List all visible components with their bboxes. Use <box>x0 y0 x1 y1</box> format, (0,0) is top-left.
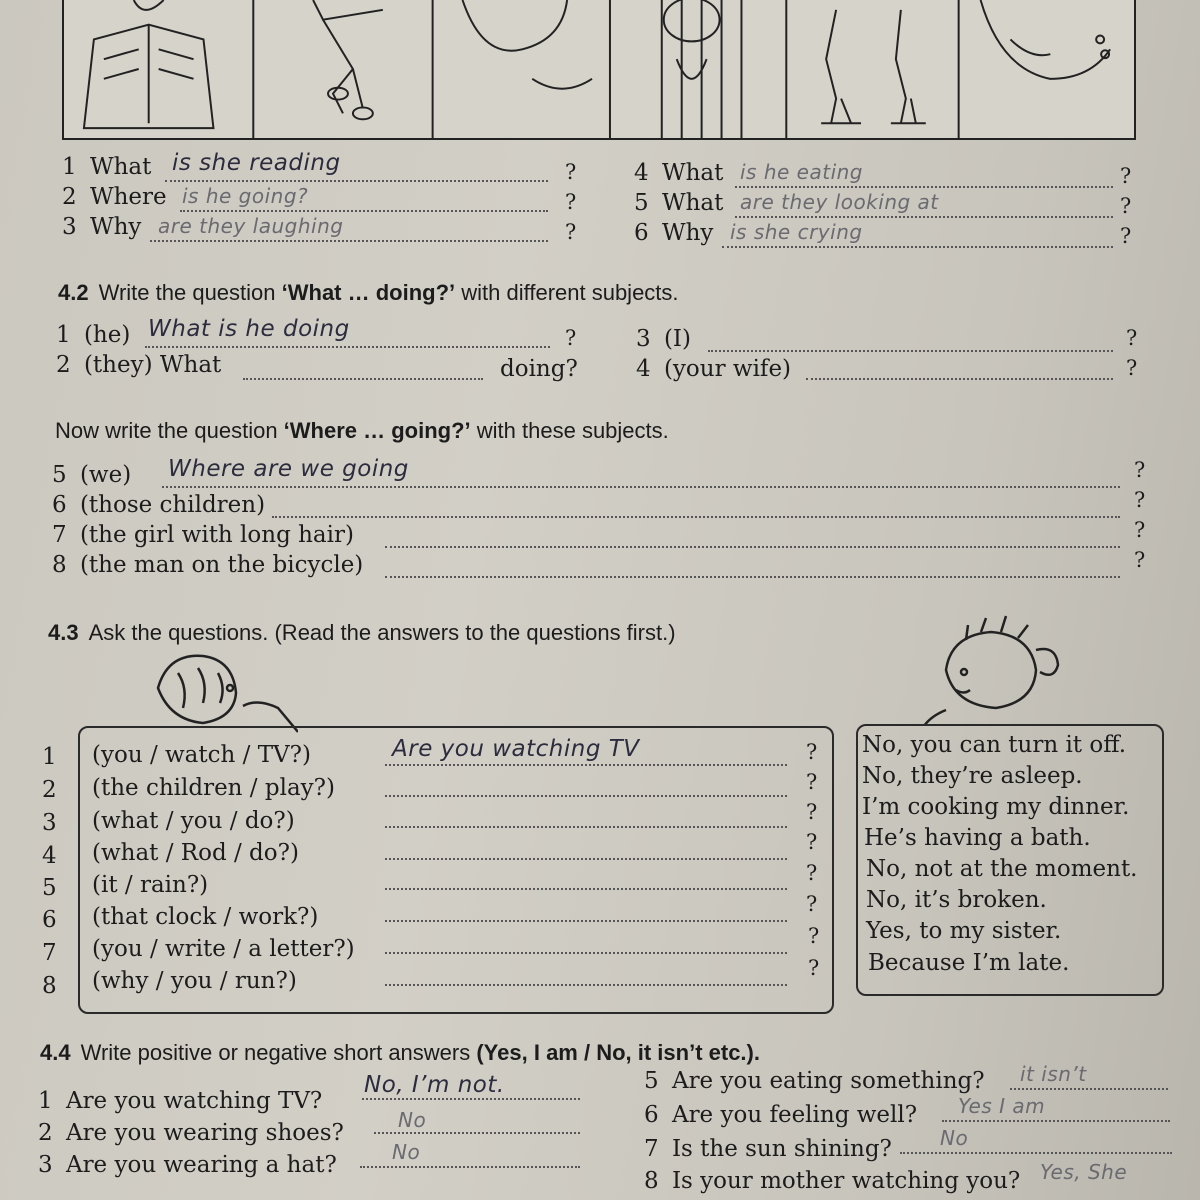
answer-line <box>162 486 1120 488</box>
ex44-answer-6[interactable]: Yes I am <box>958 1094 1046 1118</box>
ex43-num-2: 2 <box>42 777 57 803</box>
answer-line <box>722 246 1113 248</box>
item-number: 6 <box>634 220 649 246</box>
exercise-number: 4.4 <box>40 1040 71 1065</box>
answer-line[interactable] <box>385 920 787 922</box>
item-subject: (those children) <box>79 492 266 518</box>
item-number: 6 <box>644 1102 659 1128</box>
question-stem: What <box>89 154 152 180</box>
ex43-num-4: 4 <box>42 843 57 869</box>
answer-line[interactable] <box>272 516 1120 518</box>
item-number: 1 <box>62 154 77 180</box>
answer-text-2: No, they’re asleep. <box>862 763 1083 789</box>
ex41-item-5 <box>634 190 723 216</box>
ex44-heading <box>40 1040 760 1066</box>
ex42-answer-5[interactable]: Where are we going <box>168 456 409 482</box>
ex42-item-7 <box>52 522 354 548</box>
answer-line[interactable] <box>385 546 1120 548</box>
question-mark: ? <box>806 861 818 885</box>
question-mark: ? <box>1120 224 1132 248</box>
ex43-prompt-7: (you / write / a letter?) <box>92 936 355 962</box>
question-mark: ? <box>565 220 577 244</box>
question-mark: ? <box>1120 164 1132 188</box>
answer-line <box>385 764 787 766</box>
instruction-bold: ‘What … doing?’ <box>281 280 456 305</box>
ex43-prompt-2: (the children / play?) <box>92 775 335 801</box>
answer-line <box>735 186 1113 188</box>
ex42-item-2 <box>56 352 221 378</box>
ex42-heading <box>58 280 679 306</box>
answer-line[interactable] <box>806 378 1113 380</box>
ex44-answer-7[interactable]: No <box>940 1126 969 1150</box>
question-stem: Where <box>89 184 167 210</box>
answer-line[interactable] <box>385 888 787 890</box>
question-mark: ? <box>1134 518 1146 542</box>
ex42-subheading <box>55 418 669 444</box>
answer-line <box>180 210 548 212</box>
ex42-item-5 <box>52 462 131 488</box>
answer-line <box>360 1166 580 1168</box>
question-mark: ? <box>1134 548 1146 572</box>
answer-line <box>735 216 1113 218</box>
ex44-answer-8[interactable]: Yes, She <box>1040 1160 1128 1184</box>
ex41-item-6 <box>634 220 713 246</box>
question-mark: ? <box>806 892 818 916</box>
item-number: 1 <box>56 322 71 348</box>
item-number: 4 <box>636 356 651 382</box>
ex43-prompt-8: (why / you / run?) <box>92 968 297 994</box>
answer-text-8: Because I’m late. <box>868 950 1070 976</box>
ex41-item-4 <box>634 160 723 186</box>
ex43-prompt-5: (it / rain?) <box>92 872 209 898</box>
item-subject: (we) <box>79 462 132 488</box>
item-number: 2 <box>62 184 77 210</box>
item-question: Is your mother watching you? <box>671 1168 1021 1194</box>
item-question: Are you eating something? <box>671 1068 985 1094</box>
boy-face-illustration <box>148 648 298 734</box>
ex44-item-5 <box>644 1068 985 1094</box>
ex44-item-3 <box>38 1152 337 1178</box>
doing-suffix: doing? <box>500 356 578 382</box>
instruction-text: Now write the question <box>55 418 284 443</box>
item-question: Are you watching TV? <box>65 1088 323 1114</box>
exercise-illustration <box>62 0 1136 140</box>
question-mark: ? <box>565 160 577 184</box>
answer-line[interactable] <box>385 952 787 954</box>
exercise-number: 4.3 <box>48 620 79 645</box>
ex41-answer-2[interactable]: is he going? <box>182 184 309 208</box>
question-mark: ? <box>1134 458 1146 482</box>
ex43-num-3: 3 <box>42 810 57 836</box>
question-stem: Why <box>661 220 714 246</box>
question-mark: ? <box>1120 194 1132 218</box>
ex43-prompt-3: (what / you / do?) <box>92 808 295 834</box>
item-number: 5 <box>644 1068 659 1094</box>
ex44-item-8 <box>644 1168 1020 1194</box>
ex42-item-4 <box>636 356 791 382</box>
exercise-number: 4.2 <box>58 280 89 305</box>
item-subject: (your wife) <box>663 356 792 382</box>
question-mark: ? <box>1134 488 1146 512</box>
question-mark: ? <box>808 924 820 948</box>
ex41-answer-1[interactable]: is she reading <box>172 150 341 176</box>
item-number: 7 <box>52 522 67 548</box>
question-stem: What <box>661 160 724 186</box>
item-number: 5 <box>52 462 67 488</box>
girl-face-illustration <box>906 610 1066 726</box>
item-number: 3 <box>62 214 77 240</box>
answer-text-5: No, not at the moment. <box>866 856 1138 882</box>
ex43-num-6: 6 <box>42 907 57 933</box>
item-subject: (he) <box>83 322 131 348</box>
answer-line[interactable] <box>243 378 483 380</box>
answer-line <box>150 240 548 242</box>
item-question: Are you feeling well? <box>671 1102 918 1128</box>
instruction-text: with different subjects. <box>455 280 679 305</box>
ex42-item-8 <box>52 552 363 578</box>
ex41-answer-4[interactable]: is he eating <box>740 160 864 184</box>
question-mark: ? <box>808 956 820 980</box>
answer-line[interactable] <box>708 350 1113 352</box>
ex44-answer-3[interactable]: No <box>392 1140 421 1164</box>
ex43-answer-1[interactable]: Are you watching TV <box>392 736 640 762</box>
answer-line <box>900 1152 1172 1154</box>
ex42-item-3 <box>636 326 691 352</box>
instruction-text: with these subjects. <box>470 418 669 443</box>
question-mark: ? <box>806 770 818 794</box>
question-mark: ? <box>806 800 818 824</box>
item-number: 2 <box>38 1120 53 1146</box>
answer-text-1: No, you can turn it off. <box>862 732 1127 758</box>
ex43-prompt-6: (that clock / work?) <box>92 904 319 930</box>
ex43-num-8: 8 <box>42 973 57 999</box>
item-number: 8 <box>52 552 67 578</box>
item-subject: (the man on the bicycle) <box>79 552 364 578</box>
item-question: Are you wearing shoes? <box>65 1120 344 1146</box>
ex44-item-7 <box>644 1136 892 1162</box>
item-number: 8 <box>644 1168 659 1194</box>
ex43-prompt-1: (you / watch / TV?) <box>92 742 311 768</box>
instruction-text: Write the question <box>98 280 282 305</box>
ex44-answer-2[interactable]: No <box>398 1108 427 1132</box>
question-mark: ? <box>806 830 818 854</box>
ex44-item-6 <box>644 1102 917 1128</box>
ex41-item-3 <box>62 214 141 240</box>
item-number: 4 <box>634 160 649 186</box>
item-number: 3 <box>636 326 651 352</box>
item-question: Is the sun shining? <box>671 1136 892 1162</box>
answer-line[interactable] <box>385 858 787 860</box>
ex43-prompt-4: (what / Rod / do?) <box>92 840 299 866</box>
answer-line <box>165 180 548 182</box>
instruction-text: Ask the questions. (Read the answers to the questions first.) <box>88 620 676 645</box>
answer-line <box>942 1120 1170 1122</box>
item-subject: (I) <box>663 326 691 352</box>
question-mark: ? <box>1126 356 1138 380</box>
item-number: 1 <box>38 1088 53 1114</box>
ex41-answer-3[interactable]: are they laughing <box>158 214 344 238</box>
ex44-answer-1[interactable]: No, I’m not. <box>364 1072 505 1098</box>
item-subject: (they) What <box>83 352 222 378</box>
ex42-item-6 <box>52 492 265 518</box>
instruction-bold: ‘Where … going?’ <box>283 418 471 443</box>
answer-line <box>145 346 550 348</box>
answer-text-4: He’s having a bath. <box>864 825 1091 851</box>
answer-line <box>362 1098 580 1100</box>
item-number: 6 <box>52 492 67 518</box>
illustration-drawing <box>64 0 1134 138</box>
ex44-answer-5[interactable]: it isn’t <box>1020 1062 1087 1086</box>
answer-text-3: I’m cooking my dinner. <box>862 794 1130 820</box>
item-number: 7 <box>644 1136 659 1162</box>
ex41-answer-5[interactable]: are they looking at <box>740 190 939 214</box>
question-stem: What <box>661 190 724 216</box>
item-question: Are you wearing a hat? <box>65 1152 337 1178</box>
ex44-item-1 <box>38 1088 322 1114</box>
question-stem: Why <box>89 214 142 240</box>
answer-line[interactable] <box>385 984 787 986</box>
ex41-item-1 <box>62 154 151 180</box>
answer-line <box>374 1132 580 1134</box>
answer-line[interactable] <box>385 576 1120 578</box>
instruction-text: Write positive or negative short answers <box>80 1040 477 1065</box>
ex42-answer-1[interactable]: What is he doing <box>148 316 350 342</box>
ex43-num-1: 1 <box>42 744 57 770</box>
ex43-num-7: 7 <box>42 940 57 966</box>
item-number: 5 <box>634 190 649 216</box>
answer-text-7: Yes, to my sister. <box>866 918 1062 944</box>
question-mark: ? <box>565 326 577 350</box>
instruction-bold: (Yes, I am / No, it isn’t etc.). <box>476 1040 760 1065</box>
question-mark: ? <box>565 190 577 214</box>
question-mark: ? <box>806 740 818 764</box>
ex43-num-5: 5 <box>42 875 57 901</box>
answer-line[interactable] <box>385 826 787 828</box>
item-number: 3 <box>38 1152 53 1178</box>
question-mark: ? <box>1126 326 1138 350</box>
answer-text-6: No, it’s broken. <box>866 887 1047 913</box>
ex41-answer-6[interactable]: is she crying <box>730 220 863 244</box>
ex43-heading <box>48 620 676 646</box>
answer-line <box>1010 1088 1168 1090</box>
answer-line[interactable] <box>385 795 787 797</box>
item-subject: (the girl with long hair) <box>79 522 354 548</box>
ex41-item-2 <box>62 184 167 210</box>
item-number: 2 <box>56 352 71 378</box>
ex44-item-2 <box>38 1120 344 1146</box>
ex42-item-1 <box>56 322 130 348</box>
